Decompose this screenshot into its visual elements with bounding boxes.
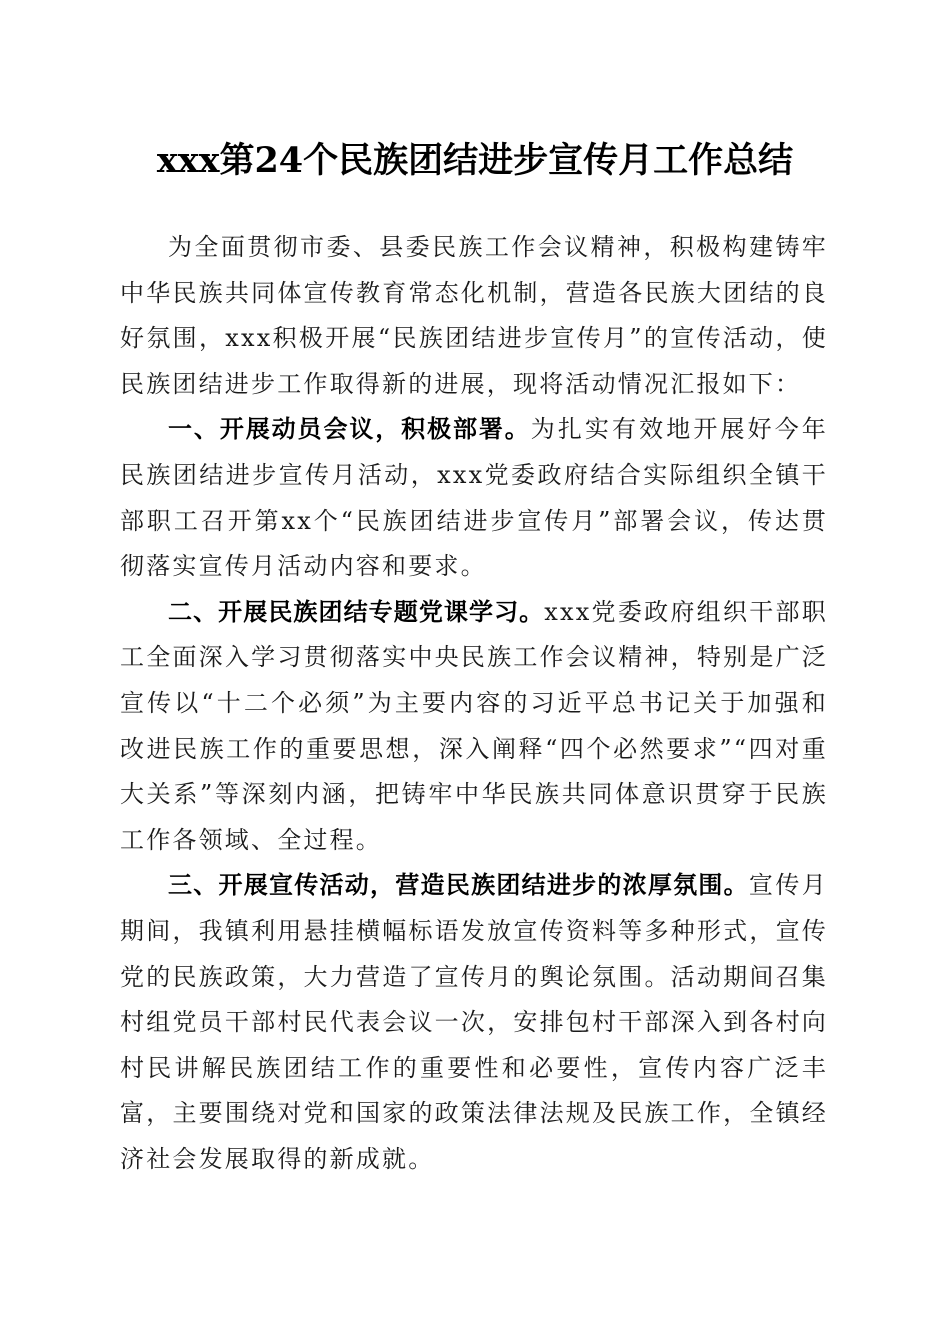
section-heading-2: 二、开展民族团结专题党课学习。 [168,597,545,626]
section-paragraph-1 [120,407,828,589]
section-paragraph-3 [120,863,828,1182]
section-paragraph-2 [120,590,828,864]
document-title: xxx第24个民族团结进步宣传月工作总结 [156,140,794,181]
document-body [120,225,828,1182]
section-heading-1: 一、开展动员会议，积极部署。 [168,415,531,444]
intro-paragraph: 为全面贯彻市委、县委民族工作会议精神，积极构建铸牢中华民族共同体宣传教育常态化机制，营造各民族大团结的良好氛围，xxx积极开展“民族团结进步宣传月”的宣传活动，使民族团结进步工作取得新的进展，现将活动情况汇报如下： [120,233,828,398]
section-text-2: xxx党委政府组织干部职工全面深入学习贯彻落实中央民族工作会议精神，特别是广泛宣传以“十二个必须”为主要内容的习近平总书记关于加强和改进民族工作的重要思想，深入阐释“四个必然要求”“四对重大关系”等深刻内涵，把铸牢中华民族共同体意识贯穿于民族工作各领域、全过程。 [120,597,828,854]
section-text-1: 为扎实有效地开展好今年民族团结进步宣传月活动，xxx党委政府结合实际组织全镇干部职工召开第xx个“民族团结进步宣传月”部署会议，传达贯彻落实宣传月活动内容和要求。 [120,415,828,581]
section-text-3: 宣传月期间，我镇利用悬挂横幅标语发放宣传资料等多种形式，宣传党的民族政策，大力营造了宣传月的舆论氛围。活动期间召集村组党员干部村民代表会议一次，安排包村干部深入到各村向村民讲解民族团结工作的重要性和必要性，宣传内容广泛丰富，主要围绕对党和国家的政策法律法规及民族工作，全镇经济社会发展取得的新成就。 [120,871,829,1173]
section-heading-3: 三、开展宣传活动，营造民族团结进步的浓厚氛围。 [168,871,749,900]
